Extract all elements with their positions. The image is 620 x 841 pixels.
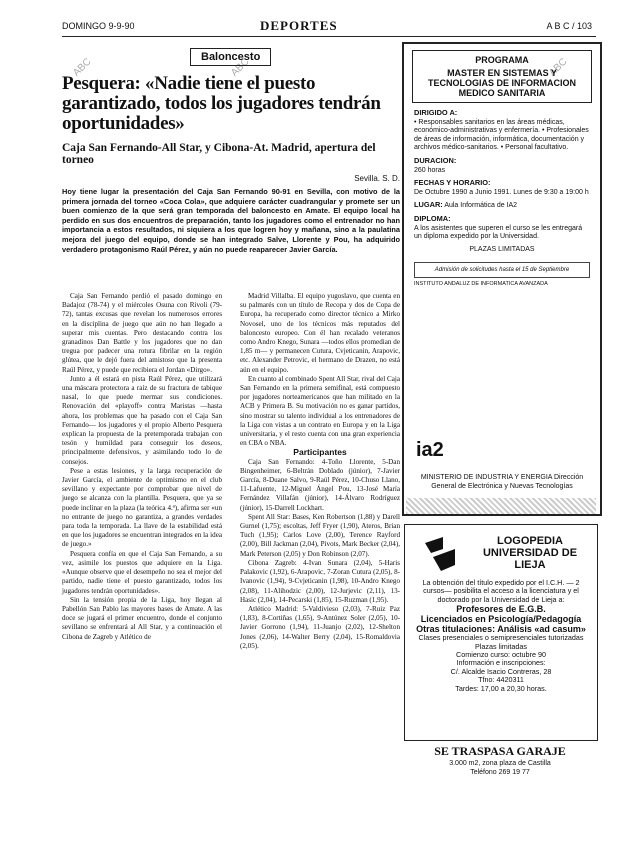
audience-2: Licenciados en Psicología/Pedagogía: [420, 614, 582, 625]
decorative-stripe: [406, 498, 596, 514]
fechas-value: De Octubre 1990 a Junio 1991. Lunes de 9:30 a 19:00 h: [414, 188, 589, 196]
page-header: [62, 18, 592, 36]
plazas-note: PLAZAS LIMITADAS: [469, 245, 535, 253]
detail-line: C/. Alcalde Isacio Contreras, 28: [450, 666, 552, 676]
program-label: PROGRAMA: [475, 55, 529, 65]
audience-1: Profesores de E.G.B.: [456, 604, 546, 615]
article-subhead: Caja San Fernando-All Star, y Cibona-At. Madrid, apertura del torneo: [62, 142, 376, 166]
master-ad-header: [412, 50, 592, 103]
ich-logo-icon: [421, 535, 461, 573]
diploma-section: [414, 215, 590, 242]
logopedia-advertisement: [404, 524, 598, 741]
logopedia-title: LOGOPEDIA UNIVERSIDAD DE LIEJA: [482, 535, 578, 571]
lugar-value: Aula Informática de IA2: [444, 202, 518, 210]
article-lead: Hoy tiene lugar la presentación del Caja San Fernando 90-91 en Sevilla, con motivo de la primera jornada del torneo «Coca Cola», que adquiere carácter cuadrangular y promete ser un buen comienzo de la que será gran temporada del baloncesto en Amate. El equipo local ha perdido en sus dos encuentros de preparación, tanto los jugadores como el entrenador no han importancia a estos resultados, ni siquiera a los que logren hoy y mañana, sino a la paulatina mejora del juego del equipo, donde se han integrado Salve, Llorente y Pou, ha adquirido verdadero protagonismo Raúl Pérez, y aún no puede reaparecer Javier García.: [62, 187, 400, 254]
detail-line: Comienzo curso: octubre 90: [456, 650, 546, 660]
paragraph: Pesquera confía en que el Caja San Fernando, a su vez, asimile los puestos que adquiere en la Liga. «Aunque observe que el desempeño no sea el mejor del partido, nadie tiene el puesto garantizado, todos los jugadores tendrán oportunidades».: [62, 549, 222, 595]
detail-line: Información e inscripciones:: [456, 658, 546, 668]
participants-heading: Participantes: [293, 447, 347, 458]
body-column-2: [240, 292, 400, 651]
detail-line: Tardes: 17,00 a 20,30 horas.: [455, 683, 547, 693]
article: [62, 42, 400, 650]
section-title: DEPORTES: [260, 18, 338, 33]
page-number: A B C / 103: [546, 21, 592, 31]
dirigido-section: [414, 109, 590, 153]
logopedia-body: [411, 579, 591, 693]
article-byline: Sevilla. S. D.: [354, 174, 400, 183]
duracion-value: 260 horas: [414, 166, 446, 174]
header-rule: [62, 36, 596, 37]
article-kicker: Baloncesto: [190, 48, 271, 66]
logopedia-intro: La obtención del título expedido por el I.C.H. — 2 cursos— posibilita el acceso a la licenciatura y el doctorado por la Universidad de Lieja a:: [422, 578, 580, 604]
instituto-name: INSTITUTO ANDALUZ DE INFORMATICA AVANZADA: [414, 281, 548, 288]
diploma-label: DIPLOMA:: [414, 213, 451, 223]
issue-date: DOMINGO 9-9-90: [62, 21, 135, 31]
diploma-value: A los asistentes que superen el curso se les entregará un diploma expedido por la Universidad.: [414, 224, 583, 241]
participants-team: Cibona Zagreb: 4-Ivan Sunara (2,04), 5-Haris Palakovic (1,92), 6-Arapovic, 7-Zoran Cutura (2,05), 8-Ivanovic (1,94), 9-Cvjeticanin (1,98), 10-Andro Knego (2,08), 11-Alihodzic (2,00), 12-Jurjevic (2,11), 13-Hasic (2,04), 14-Pecarski (1,85), 15-Ruzman (1,95).: [240, 558, 400, 604]
lugar-section: [414, 201, 590, 211]
body-column-1: [62, 292, 222, 642]
detail-line: Plazas limitadas: [475, 641, 527, 651]
watermark: ABC: [229, 56, 252, 79]
paragraph: En cuanto al combinado Spent All Star, rival del Caja San Fernando en la primera semifinal, está compuesto por jugadores norteamericanos que han militado en la ACB y Primera B. Su motivación no es ganar partidos, sino mostrar su talento individual a los entrenadores de la Liga con vistas a un contrato en Europa y en la Liga universitaria, y el resto cuenta con una gran experiencia en CBA o NBA.: [240, 374, 400, 448]
garaje-phone: Teléfono 269 19 77: [470, 769, 530, 776]
ia2-logo: ia2: [416, 439, 444, 461]
fechas-section: [414, 179, 590, 197]
admision-banner: Admisión de solicitudes hasta el 15 de Septiembre: [414, 262, 590, 278]
paragraph: Madrid Villalba. El equipo yugoslavo, que cuenta en su palmarés con un título de Recopa y dos de Copa de Europa, ha recuperado como director técnico a Mirko Novosel, uno de los técnicos más reputados del baloncesto europeo. Con él han recalado veteranos como Andro Knego, Sunara —todos ellos promedian de 1,85 m— y permanecen Cutura, Cvjeticanin, Arapovic, etc. Alexander Petrovic, el hermano de Drazen, no está aún en el equipo.: [240, 292, 400, 374]
ministry-credit: MINISTERIO DE INDUSTRIA Y ENERGIA Dirección General de Electrónica y Nuevas Tecnologías: [420, 474, 584, 490]
lugar-label: LUGAR:: [414, 200, 443, 210]
watermark: ABC: [547, 56, 570, 79]
dirigido-label: DIRIGIDO A:: [414, 108, 458, 117]
detail-line: Clases presenciales o semipresenciales tutorizadas: [418, 633, 584, 643]
fechas-label: FECHAS Y HORARIO:: [414, 178, 491, 188]
watermark: ABC: [71, 56, 94, 79]
master-advertisement: [402, 42, 602, 516]
garaje-detail: 3.000 m2, zona plaza de Castilla: [449, 760, 551, 767]
audience-3: Otras titulaciones: Análisis «ad casum»: [416, 624, 586, 635]
paragraph: Junto a él estará en pista Raúl Pérez, que utilizará una máscara protectora a raíz de su fractura de tabique nasal, lo que puede mermar sus condiciones. Renovación del «playoff» contra Maristas —hasta ahora, los problemas que ha pasado con el Caja San Fernando— los jugadores y el propio Alberto Pesquera explican la propuesta de la pretemporada trabajan con tesón y humildad para conseguir los deseos, principalmente defensivos, y asimilando todo lo de consejos.: [62, 374, 222, 466]
garaje-advertisement: [404, 744, 596, 777]
duracion-section: [414, 157, 590, 175]
garaje-title: SE TRASPASA GARAJE: [434, 744, 566, 758]
paragraph: Pese a estas lesiones, y la larga recuperación de Javier García, el ambiente de optimismo en el club sevillano y expectante por comprobar que nivel de juego se alcanza con la plantilla. Pesquera, que ya se puede inclinar en la plaza (la teórica 4.ª), afirma ser «un no entrante de juego no garantiza, a grandes verdades para toda la temporada. La llave de la estabilidad está en que los jugadores se encuentran integrados en la idea de juego.»: [62, 466, 222, 549]
paragraph: Sin la tensión propia de la Liga, hoy llegan al Pabellón San Pablo las mayores bases de Amate. A las doce se jugará el primer encuentro, donde el conjunto sevillano se enfrentará al All Star, y a continuación el Cibona de Zagreb y Atlético de: [62, 595, 222, 641]
duracion-label: DURACION:: [414, 155, 457, 165]
paragraph: Caja San Fernando perdió el pasado domingo en Badajoz (78-74) y el miércoles Osuna con Rivoli (79-72), tantas excusas que revelan los numerosos errores en la disciplina de juego que aún no han llegado a superar mis cuentas. Pero destacando contra los granadinos Dan Battle y los jugadores que no dan tregua por padecer una rotura fibrilar en la región glútea, que le dejó fuera del amistoso que la presenta Raúl Pérez, y puede que recibiera el Jordan «Dirgo».: [62, 292, 222, 374]
participants-team: Spent All Star: Bases, Ken Robertson (1,88) y Darell Gurnel (1,75); escoltas, Jeff Fryer (1,90), Ateros, Brian Tuch (1,95); Carlos Love (2,00), Terence Rayford (2,00), Bill Jackman (2,04), Pivots, Mark Becker (2,04), Mark Peterson (2,05) y Don Robinson (2,07).: [240, 512, 400, 558]
participants-team: Caja San Fernando: 4-Toño Llorente, 5-Dan Bingenheimer, 6-Beltrán Doblado (júnior), 7-Javier García, 8-Duane Salvo, 9-Raúl Pérez, 10-Chuso Llano, 11-Lafuente, 12-Miguel Ángel Pou, 13-José María Fernández Villafán (júnior), 14-Álvaro Rodríguez (júnior), 15-Darrell Lockhart.: [240, 457, 400, 512]
participants-team: Atlético Madrid: 5-Valdivieso (2,03), 7-Ruiz Paz (1,83), 8-Cortiñas (1,65), 9-Antúnez Soler (2,05), 10-Javier Gorrono (1,94), 11-Juanjo (2,02), 12-Shelton Jones (2,06), 14-Walter Berry (2,04), 15-Romaldovia (2,05).: [240, 604, 400, 650]
detail-line: Tfno: 4420311: [478, 675, 524, 685]
article-headline: Pesquera: «Nadie tiene el puesto garantizado, todos los jugadores tendrán oportunidades»: [62, 73, 381, 134]
master-title: MASTER EN SISTEMAS Y TECNOLOGIAS DE INFORMACION MEDICO SANITARIA: [428, 68, 576, 98]
dirigido-items: • Responsables sanitarios en las áreas médicas, económico-administrativas y enfermería. • Profesionales de áreas de información, informática, documentación y archivos médico-sanitarios. • Personal facultativo.: [414, 118, 589, 152]
